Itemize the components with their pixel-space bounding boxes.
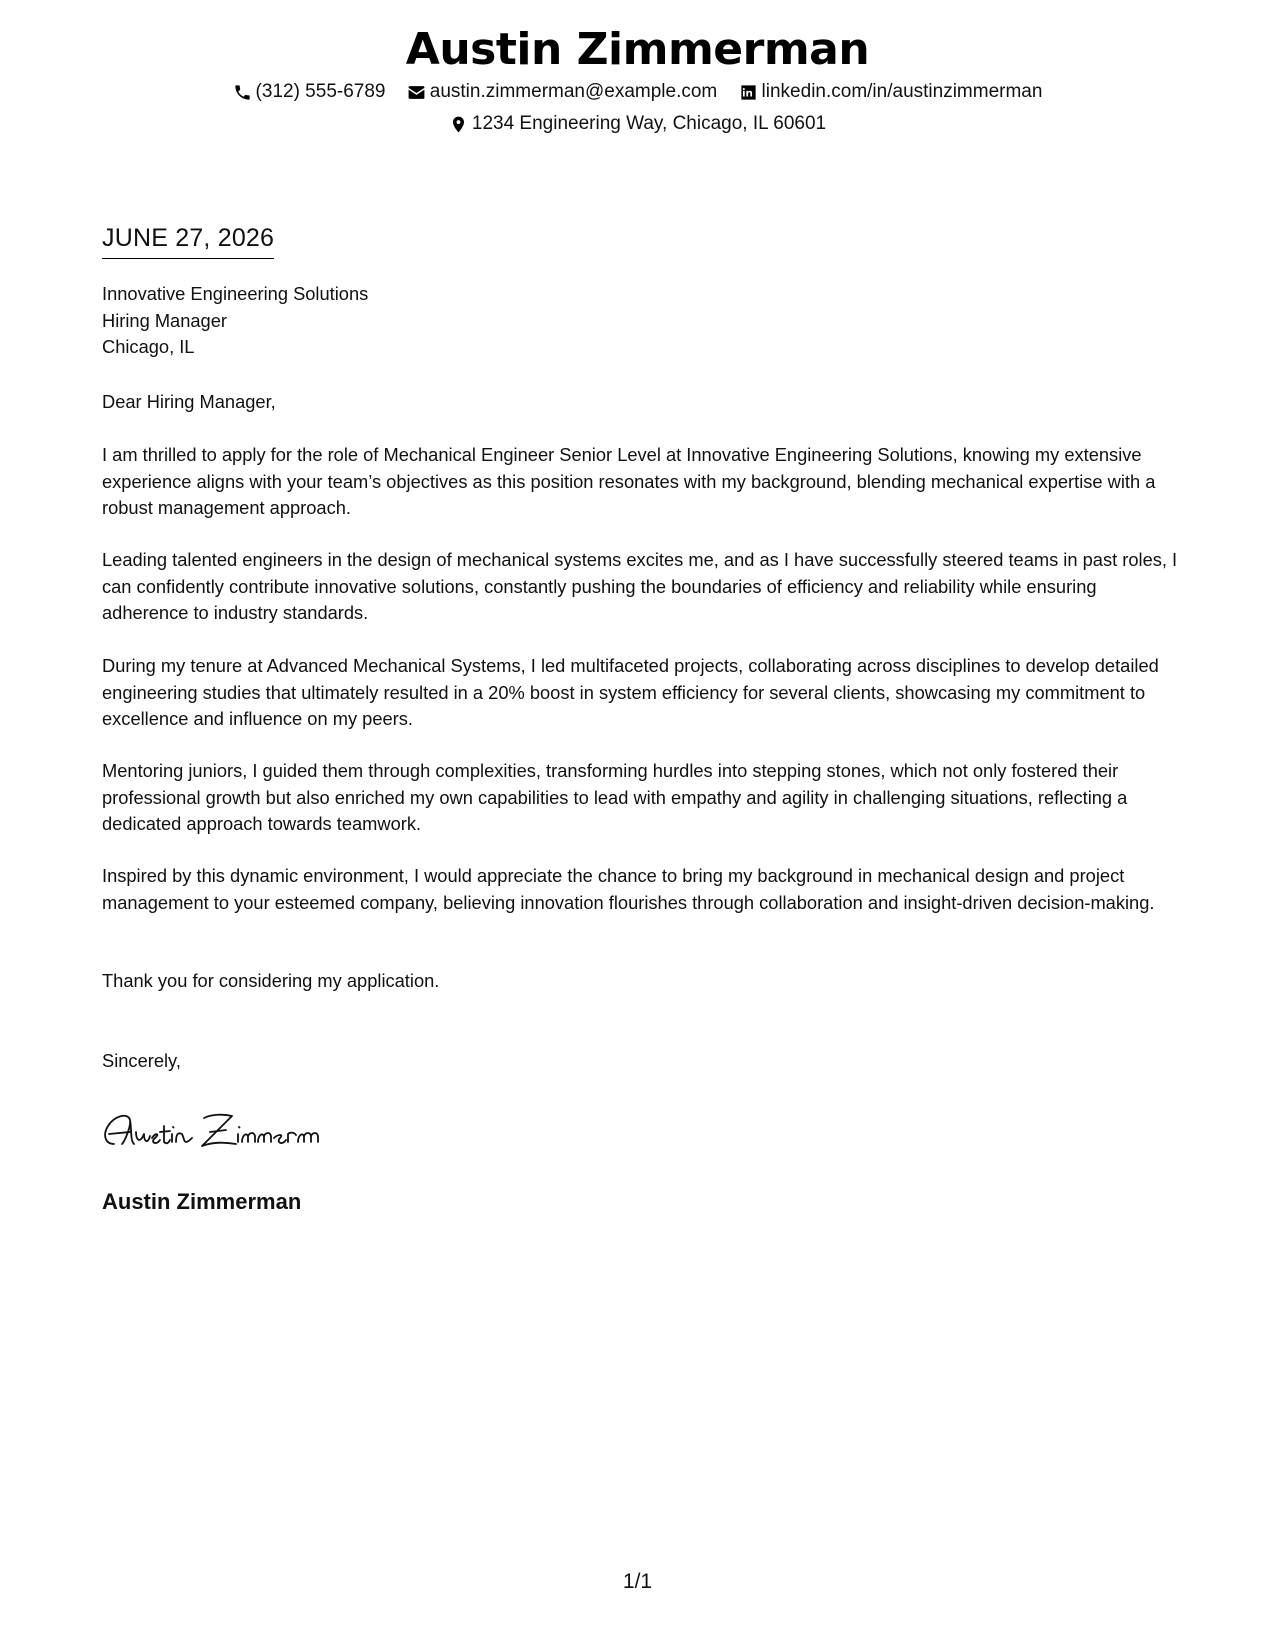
email-contact [407, 80, 718, 104]
body-paragraph: Leading talented engineers in the design of mechanical systems excites me, and as I have successfully steered teams in past roles, I can confidently contribute innovative solutions, constantly pushing the boundaries of efficiency and reliability while ensuring adherence to industry standards. [102, 549, 1178, 623]
signer-name: Austin Zimmerman [102, 1189, 302, 1214]
envelope-icon [407, 83, 426, 102]
applicant-name: Austin Zimmerman [405, 24, 870, 75]
salutation: Dear Hiring Manager, [102, 391, 276, 412]
email-address[interactable]: austin.zimmerman@example.com [429, 81, 718, 102]
address-line [0, 112, 1275, 141]
linkedin-contact [739, 80, 1043, 104]
closing-line: Sincerely, [102, 1050, 181, 1071]
linkedin-icon [739, 83, 758, 102]
recipient-company: Innovative Engineering Solutions [102, 283, 369, 304]
thank-you-line: Thank you for considering my application. [102, 970, 440, 991]
handwritten-signature [100, 1104, 362, 1150]
letter-date: JUNE 27, 2026 [102, 222, 274, 259]
phone-number: (312) 555-6789 [255, 81, 386, 102]
linkedin-url[interactable]: linkedin.com/in/austinzimmerman [761, 81, 1043, 102]
body-paragraph: During my tenure at Advanced Mechanical Systems, I led multifaceted projects, collaborating across disciplines to develop detailed engineering studies that ultimately resulted in a 20% boost in system efficiency for several clients, showcasing my commitment to excellence and influence on my peers. [102, 655, 1159, 729]
map-marker-icon [449, 115, 468, 134]
body-paragraph: Mentoring juniors, I guided them through complexities, transforming hurdles into stepping stones, which not only fostered their professional growth but also enriched my own capabilities to lead with empathy and agility in challenging situations, reflecting a dedicated approach towards teamwork. [102, 760, 1128, 834]
body-paragraph: Inspired by this dynamic environment, I would appreciate the chance to bring my background in mechanical design and project management to your esteemed company, believing innovation flourishes through collaboration and insight-driven decision-making. [102, 865, 1155, 913]
page-number: 1/1 [622, 1570, 653, 1593]
phone-icon [233, 83, 252, 102]
street-address: 1234 Engineering Way, Chicago, IL 60601 [471, 113, 827, 134]
contact-line [0, 80, 1275, 109]
phone-contact [233, 80, 386, 104]
body-paragraph: I am thrilled to apply for the role of Mechanical Engineer Senior Level at Innovative Engineering Solutions, knowing my extensive experience aligns with your team’s objectives as this position resonates with my background, blending mechanical expertise with a robust management approach. [102, 444, 1156, 518]
recipient-title: Hiring Manager [102, 309, 227, 331]
recipient-block [102, 281, 1182, 361]
recipient-location: Chicago, IL [102, 336, 195, 357]
address-contact [449, 112, 826, 136]
